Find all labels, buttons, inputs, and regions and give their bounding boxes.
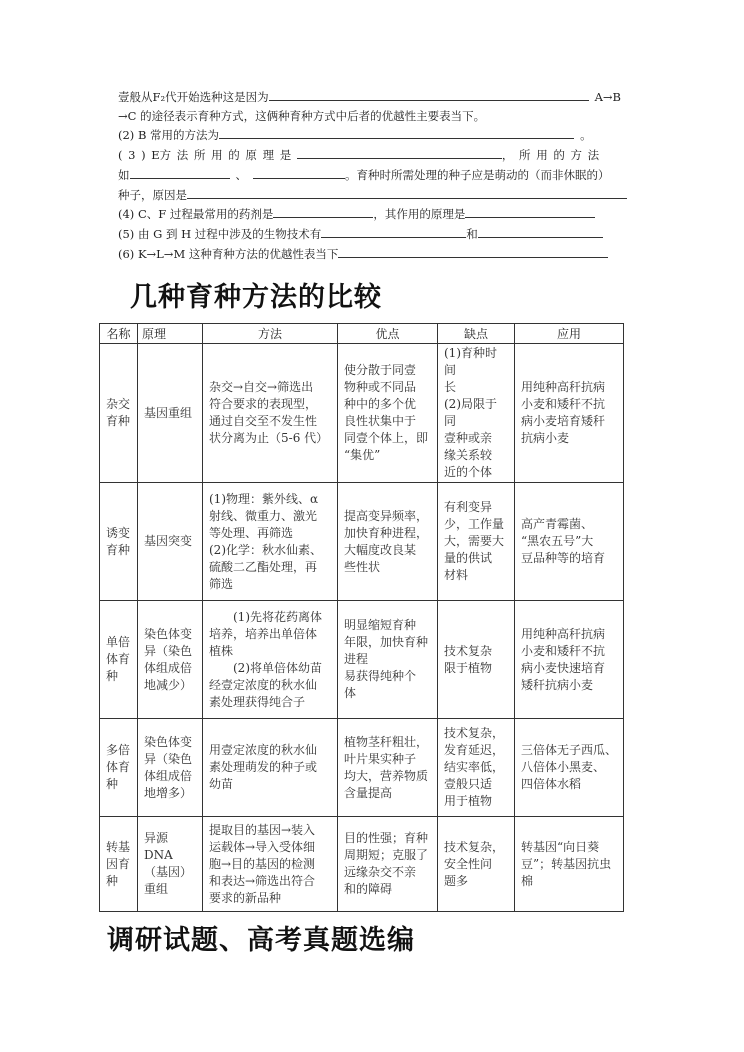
cell: 单倍 体育 种 <box>100 601 138 719</box>
answer-blank[interactable] <box>219 126 574 139</box>
table-row <box>100 601 624 719</box>
section-title-exam: 调研试题、高考真题选编 <box>107 925 415 956</box>
cell: (1)物理：紫外线、α 射线、微重力、激光 等处理、再筛选 (2)化学：秋水仙素、 硫酸二乙酯处理，再 筛选 <box>203 483 338 601</box>
answer-blank[interactable] <box>187 186 627 199</box>
text: →C 的途径表示育种方式，这俩种育种方式中后者的优越性主要表当下。 <box>118 109 486 123</box>
question-line <box>118 205 638 225</box>
question-line <box>118 166 638 186</box>
text: 、 <box>235 168 247 182</box>
cell: 异源 DNA （基因） 重组 <box>138 817 203 912</box>
cell: 基因突变 <box>138 483 203 601</box>
cell: 使分散于同壹 物种或不同品 种中的多个优 良性状集中于 同壹个体上，即 “集优” <box>338 344 438 483</box>
cell: 提取目的基因→装入 运载体→导入受体细 胞→目的基因的检测 和表达→筛选出符合 要求的新品种 <box>203 817 338 912</box>
header-cell: 原理 <box>138 324 203 344</box>
text: 和 <box>466 227 478 241</box>
cell: 技术复杂， 安全性问 题多 <box>438 817 515 912</box>
question-line <box>118 126 638 146</box>
text: 如 <box>118 168 130 182</box>
text: (2) B 常用的方法为 <box>118 128 220 142</box>
header-cell: 优点 <box>338 324 438 344</box>
cell: 有利变异 少，工作量 大，需要大 量的供试 材料 <box>438 483 515 601</box>
cell: 转基因“向日葵 豆”；转基因抗虫 棉 <box>515 817 624 912</box>
question-line <box>118 186 638 206</box>
cell: 高产青霉菌、 “黑农五号”大 豆品种等的培育 <box>515 483 624 601</box>
answer-blank[interactable] <box>321 225 466 238</box>
question-line <box>118 146 638 166</box>
text: (4) C、F 过程最常用的药剂是 <box>118 207 274 221</box>
text: ，其作用的原理是 <box>373 207 466 221</box>
text: A→B <box>594 90 621 104</box>
table-row <box>100 344 624 483</box>
answer-blank[interactable] <box>478 225 603 238</box>
text: 。 <box>580 128 592 142</box>
cell: 多倍 体育 种 <box>100 719 138 817</box>
text: 壹般从F₂代开始选种这是因为 <box>118 90 269 104</box>
cell: 提高变异频率， 加快育种进程， 大幅度改良某 些性状 <box>338 483 438 601</box>
text: ， 所 用 的 方 法 <box>501 148 600 162</box>
cell: 技术复杂 限于植物 <box>438 601 515 719</box>
cell: 用纯种高秆抗病 小麦和矮秆不抗 病小麦培育矮秆 抗病小麦 <box>515 344 624 483</box>
question-line <box>118 107 638 127</box>
cell: 诱变 育种 <box>100 483 138 601</box>
cell: 染色体变 异（染色 体组成倍 地增多） <box>138 719 203 817</box>
header-cell: 方法 <box>203 324 338 344</box>
cell: 转基 因育 种 <box>100 817 138 912</box>
text: 。育种时所需处理的种子应是萌动的（而非休眠的） <box>345 168 610 182</box>
answer-blank[interactable] <box>297 146 502 159</box>
question-line <box>118 88 638 108</box>
cell: 三倍体无子西瓜、 八倍体小黑麦、 四倍体水稻 <box>515 719 624 817</box>
answer-blank[interactable] <box>338 245 608 258</box>
cell: (1)育种时间 长 (2)局限于同 壹种或亲 缘关系较 近的个体 <box>438 344 515 483</box>
section-title: 几种育种方法的比较 <box>130 282 382 313</box>
question-line <box>118 225 638 245</box>
answer-blank[interactable] <box>130 166 230 179</box>
answer-blank[interactable] <box>269 88 589 101</box>
cell: 基因重组 <box>138 344 203 483</box>
header-cell: 缺点 <box>438 324 515 344</box>
comparison-table <box>99 323 624 912</box>
cell: 染色体变 异（染色 体组成倍 地减少） <box>138 601 203 719</box>
answer-blank[interactable] <box>253 166 345 179</box>
header-cell: 名称 <box>100 324 138 344</box>
text: 种子，原因是 <box>118 188 187 202</box>
table-row <box>100 483 624 601</box>
answer-blank[interactable] <box>465 205 595 218</box>
text: (5) 由 G 到 H 过程中涉及的生物技术有 <box>118 227 322 241</box>
cell: 用壹定浓度的秋水仙 素处理萌发的种子或 幼苗 <box>203 719 338 817</box>
question-line <box>118 245 638 265</box>
answer-blank[interactable] <box>273 205 373 218</box>
table-row <box>100 817 624 912</box>
cell: 用纯种高秆抗病 小麦和矮秆不抗 病小麦快速培育 矮秆抗病小麦 <box>515 601 624 719</box>
table-row <box>100 719 624 817</box>
cell: 技术复杂， 发育延迟， 结实率低， 壹般只适 用于植物 <box>438 719 515 817</box>
cell: 杂交→自交→筛选出 符合要求的表现型， 通过自交至不发生性 状分离为止（5-6 代） <box>203 344 338 483</box>
header-cell: 应用 <box>515 324 624 344</box>
cell: 杂交 育种 <box>100 344 138 483</box>
text: (6) K→L→M 这种育种方法的优越性表当下 <box>118 247 339 261</box>
text: ( 3 ) E方 法 所 用 的 原 理 是 <box>118 148 292 162</box>
cell: 植物茎秆粗壮， 叶片果实种子 均大，营养物质 含量提高 <box>338 719 438 817</box>
cell: (1)先将花药离体 培养，培养出单倍体 植株 (2)将单倍体幼苗 经壹定浓度的秋水仙 素处理获得纯合子 <box>203 601 338 719</box>
cell: 目的性强；育种 周期短；克服了 远缘杂交不亲 和的障碍 <box>338 817 438 912</box>
cell: 明显缩短育种 年限，加快育种 进程 易获得纯种个 体 <box>338 601 438 719</box>
table-header-row <box>100 324 624 344</box>
